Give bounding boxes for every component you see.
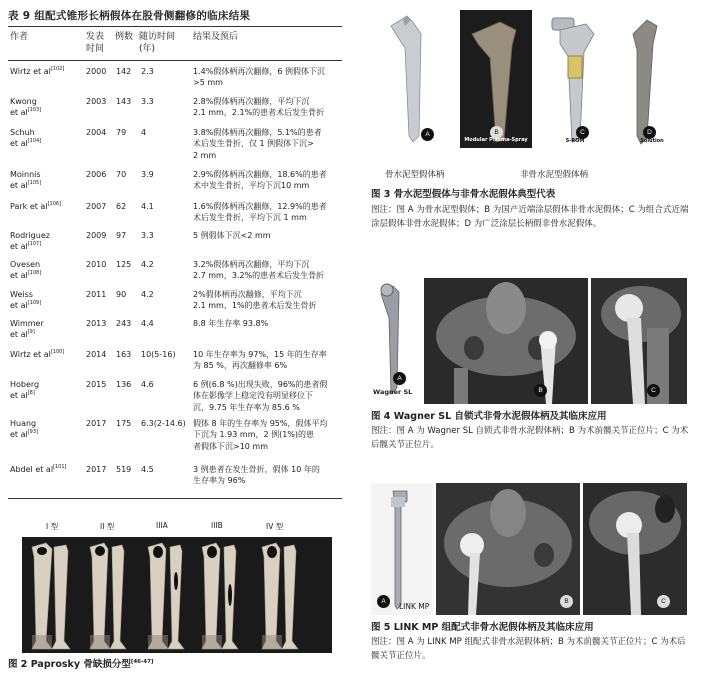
fig3-stem-d [617,10,687,148]
fig5-xray-b [436,483,580,615]
fig3-stem-c [540,10,610,148]
fig4-title: 图 4 Wagner SL 自锁式非骨水泥假体柄及其临床应用 [371,411,607,422]
fig2-type-labels [8,521,338,535]
cell-year: 2009 [86,231,107,240]
cell-cases: 175 [116,419,132,428]
label-b: B [534,384,547,397]
cell-follow: 10(5-16) [141,350,176,359]
fig2-caption: 图 2 Paprosky 骨缺损分型[46-47] [8,658,154,670]
fig5-xray-c [583,483,687,615]
cell-author: Kwong et al[103] [10,97,42,118]
table-bottom-rule [8,498,342,499]
paprosky-bones-photo [22,537,332,653]
fig4-stem-a [371,278,421,402]
cell-author: Wirtz et al[100] [10,349,65,359]
fig3-name-c: S-ROM [565,138,585,144]
type-label: I 型 [46,522,59,531]
cell-year: 2017 [86,465,107,474]
cell-year: 2000 [86,67,107,76]
type-label: IIIA [156,521,168,530]
cell-results: 2.9%假体柄再次翻修，18.6%的患者 术中发生骨折，平均下沉10 mm [193,170,327,191]
cell-year: 2013 [86,319,107,328]
cell-cases: 519 [116,465,132,474]
cell-year: 2004 [86,128,107,137]
th-follow: 随访时间 (年) [139,32,176,54]
cell-author: Wirtz et al[102] [10,66,65,76]
table-header-rule [8,60,342,61]
th-year: 发表 时间 [86,32,105,54]
label-c: C [576,126,589,139]
cell-follow: 2.3 [141,67,154,76]
cell-year: 2006 [86,170,107,179]
cell-follow: 4.2 [141,290,154,299]
fig3-group-cemented: 骨水泥型假体柄 [385,170,445,180]
cell-results: 3.2%假体柄再次翻修，平均下沉 2.7 mm，3.2%的患者术后发生骨折 [193,260,325,281]
fig3-group-cementless: 非骨水泥型假体柄 [520,170,589,180]
cell-year: 2017 [86,419,107,428]
cell-follow: 3.3 [141,97,154,106]
cell-follow: 4 [141,128,147,137]
fig3-title: 图 3 骨水泥型假体与非骨水泥假体典型代表 [371,189,556,200]
label-b: B [560,595,573,608]
cell-cases: 163 [116,350,132,359]
cell-results: 5 例假体下沉<2 mm [193,231,271,240]
fig5-stem-a [371,483,433,615]
table9-title: 表 9 组配式锥形长柄假体在股骨侧翻修的临床结果 [8,10,251,22]
fig5-note: 图注：图 A 为 LINK MP 组配式非骨水泥假体柄；B 为术前髋关节正位片；C 为术后髋关节正位片。 [371,637,686,661]
cell-year: 2014 [86,350,107,359]
cell-author: Wimmer et al[9] [10,319,44,340]
fig5-title: 图 5 LINK MP 组配式非骨水泥假体柄及其临床应用 [371,622,594,633]
fig3-stem-a [383,8,445,146]
cell-year: 2015 [86,380,107,389]
cell-cases: 62 [116,202,127,211]
cell-author: Hoberg et al[8] [10,380,40,401]
fig3-name-b: Modular Plasma-Spray [464,137,528,143]
cell-year: 2010 [86,260,107,269]
type-label: IV 型 [266,522,284,531]
cell-cases: 90 [116,290,127,299]
label-a: A [421,128,434,141]
fig4-xray-b [424,278,588,404]
cell-results: 2.8%假体柄再次翻修，平均下沉 2.1 mm，2.1%的患者术后发生骨折 [193,97,325,118]
cell-cases: 79 [116,128,127,137]
cell-results: 1.4%假体柄再次翻修，6 例假体下沉 >5 mm [193,67,325,88]
cell-cases: 70 [116,170,127,179]
table-top-rule [8,26,342,27]
cell-year: 2007 [86,202,107,211]
label-c: C [647,384,660,397]
th-cases: 例数 [115,32,134,42]
cell-follow: 4.4 [141,319,154,328]
cell-follow: 4.2 [141,260,154,269]
cell-results: 3 例患者在发生骨折，假体 10 年的 生存率为 96% [193,465,320,486]
cell-follow: 4.1 [141,202,154,211]
cell-results: 10 年生存率为 97%，15 年的生存率 为 85 %，再次翻修率 6% [193,350,327,371]
cell-author: Weiss et al[109] [10,290,42,311]
cell-follow: 3.9 [141,170,154,179]
cell-author: Schuh et al[104] [10,128,42,149]
cell-cases: 142 [116,67,132,76]
label-d: D [643,126,656,139]
cell-results: 1.6%假体柄再次翻修，12.9%的患者 术后发生骨折，平均下沉 1 mm [193,202,327,223]
cell-author: Ovesen et al[108] [10,260,42,281]
cell-cases: 243 [116,319,132,328]
fig3-note: 图注：图 A 为骨水泥型假体；B 为国产近端涂层假体非骨水泥假体；C 为组合式近端涂层假体非骨水泥假体；D 为广泛涂层长柄假非骨水泥假体。 [371,205,689,229]
fig5-product-label: LINK MP [399,602,430,611]
label-a: A [393,372,406,385]
label-c: C [657,595,670,608]
fig3-stem-b [460,10,532,148]
cell-cases: 97 [116,231,127,240]
cell-follow: 6.3(2-14.6) [141,419,186,428]
fig4-product-label: Wagner SL [373,388,413,396]
cell-results: 6 例(6.8 %)出现失败，96%的患者假 体在影像学上稳定没有明显移位下 沉，9.75 年生存率为 85.6 % [193,380,328,412]
cell-cases: 136 [116,380,132,389]
fig4-xray-c [591,278,687,404]
cell-follow: 4.6 [141,380,154,389]
cell-results: 8.8 年生存率 93.8% [193,319,269,328]
cell-follow: 4.5 [141,465,154,474]
cell-author: Rodriguez et al[107] [10,231,50,252]
fig3-name-d: Solution [640,138,664,144]
th-author: 作者 [10,32,29,42]
cell-results: 3.8%假体柄再次翻修，5.1%的患者 术后发生骨折，仅 1 例假体下沉> 2 mm [193,128,322,160]
cell-cases: 143 [116,97,132,106]
cell-author: Huang et al[93] [10,419,38,440]
cell-results: 2%假体柄再次翻修，平均下沉 2.1 mm，1%的患者术后发生骨折 [193,290,317,311]
type-label: II 型 [100,522,115,531]
cell-year: 2011 [86,290,107,299]
cell-follow: 3.3 [141,231,154,240]
cell-author: Park et al[106] [10,201,62,211]
cell-year: 2003 [86,97,107,106]
type-label: IIIB [211,521,223,530]
th-results: 结果及预后 [193,32,239,42]
fig4-note: 图注：图 A 为 Wagner SL 自锁式非骨水泥假体柄；B 为术前髋关节正位片；C 为术后髋关节正位片。 [371,426,689,450]
cell-cases: 125 [116,260,132,269]
label-a: A [377,595,390,608]
cell-author: Abdel et al[101] [10,464,67,474]
cell-results: 假体 8 年的生存率为 95%，假体平均 下沉为 1.93 mm，2 例(1%)的患 者假体下沉>10 mm [193,419,328,451]
label-b: B [490,126,503,139]
cell-author: Moinnis et al[105] [10,170,42,191]
